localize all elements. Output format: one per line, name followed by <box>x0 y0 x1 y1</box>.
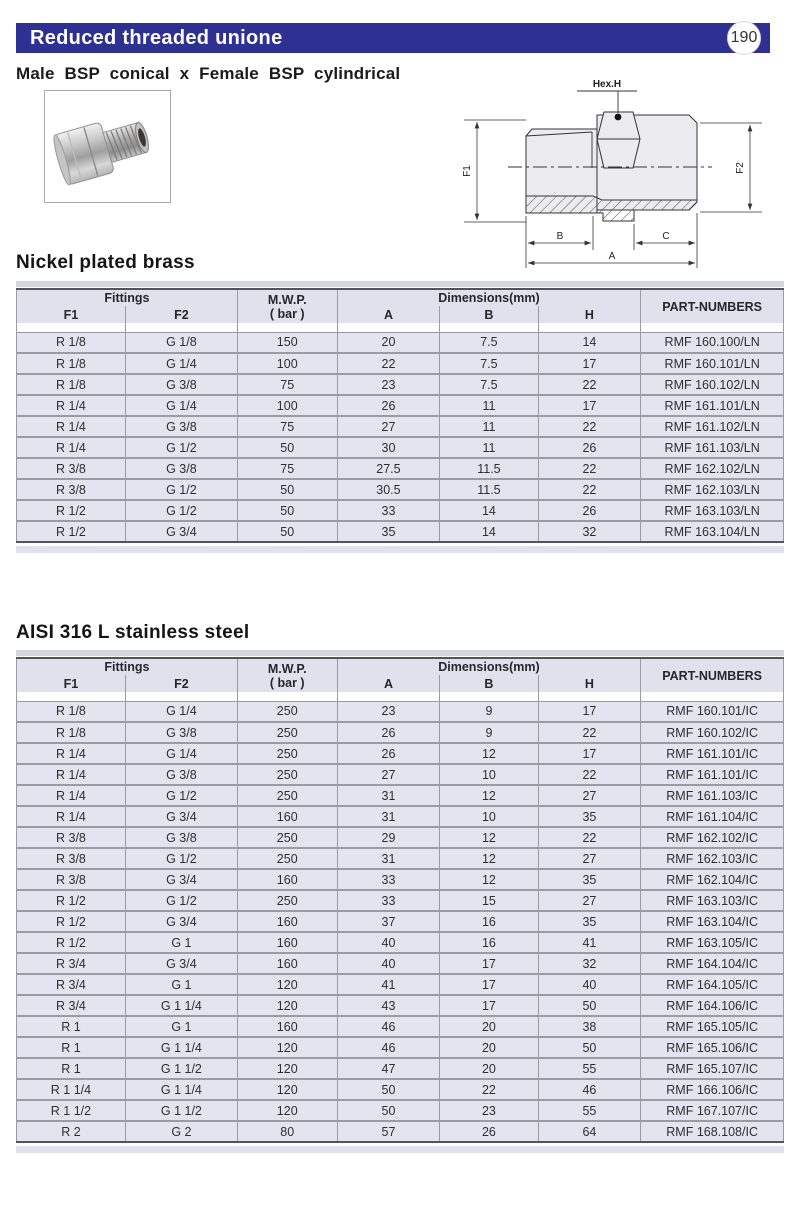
product-subtitle: Male BSP conical x Female BSP cylindrical <box>16 64 401 83</box>
table-cell: 26 <box>440 1121 538 1142</box>
table-cell: 120 <box>237 1079 337 1100</box>
table-row <box>17 437 784 458</box>
table-cell: RMF 162.103/IC <box>641 848 784 869</box>
table-cell: R 3/8 <box>17 869 126 890</box>
table-cell: 40 <box>538 974 641 995</box>
table-cell: 20 <box>440 1058 538 1079</box>
col-header-f1: F1 <box>17 306 126 323</box>
table-cell: 160 <box>237 953 337 974</box>
table-cell: RMF 163.104/LN <box>641 521 784 542</box>
dim-label-c: C <box>662 231 670 242</box>
col-header-h: H <box>538 306 641 323</box>
table-cell: 46 <box>538 1079 641 1100</box>
table-cell: 160 <box>237 1016 337 1037</box>
table-cell: 17 <box>538 395 641 416</box>
table-cell: 20 <box>337 332 440 353</box>
table-cell: 7.5 <box>440 332 538 353</box>
table-cell: R 1/4 <box>17 785 126 806</box>
table-cell: 11 <box>440 416 538 437</box>
table-cell: R 1/2 <box>17 911 126 932</box>
table-cell: R 1 <box>17 1037 126 1058</box>
table-cell: 22 <box>538 458 641 479</box>
table-cell: R 1/4 <box>17 395 126 416</box>
col-header-part-numbers: PART-NUMBERS <box>641 289 784 323</box>
table-cell: 14 <box>440 521 538 542</box>
page-number: 190 <box>730 29 758 46</box>
table-cell: 12 <box>440 869 538 890</box>
col-header-f2: F2 <box>125 675 237 692</box>
table-cell: 250 <box>237 764 337 785</box>
table-cell: 250 <box>237 827 337 848</box>
table-cell: G 1/8 <box>125 332 237 353</box>
table-cell: 75 <box>237 416 337 437</box>
page-number-badge <box>727 21 761 55</box>
table-cell: RMF 163.103/LN <box>641 500 784 521</box>
table-cell: 47 <box>337 1058 440 1079</box>
table-cell: 160 <box>237 911 337 932</box>
table-cell: 17 <box>440 953 538 974</box>
table-cell: G 1 1/2 <box>125 1058 237 1079</box>
table-row <box>17 995 784 1016</box>
table-cell: RMF 161.101/IC <box>641 743 784 764</box>
table-cell: R 3/4 <box>17 995 126 1016</box>
table-cell: 17 <box>440 995 538 1016</box>
col-header-a: A <box>337 306 440 323</box>
table-cell: 27.5 <box>337 458 440 479</box>
table-row <box>17 890 784 911</box>
table-cell: 160 <box>237 932 337 953</box>
product-photo <box>44 90 171 203</box>
table-cell: 50 <box>237 437 337 458</box>
table-cell: 11 <box>440 437 538 458</box>
table-cell: RMF 163.104/IC <box>641 911 784 932</box>
table-cell: G 3/8 <box>125 722 237 743</box>
table-cell: R 1 1/2 <box>17 1100 126 1121</box>
table-row <box>17 1037 784 1058</box>
table-cell: 7.5 <box>440 374 538 395</box>
spacer-row <box>17 692 784 701</box>
table-cell: 250 <box>237 722 337 743</box>
col-header-h: H <box>538 675 641 692</box>
table-cell: G 1/2 <box>125 500 237 521</box>
table-cell: R 1/8 <box>17 332 126 353</box>
table-cell: 38 <box>538 1016 641 1037</box>
table-cell: R 1/4 <box>17 806 126 827</box>
col-header-f1: F1 <box>17 675 126 692</box>
table-row <box>17 1079 784 1100</box>
table-cell: 37 <box>337 911 440 932</box>
table-row <box>17 395 784 416</box>
table-cell: 26 <box>337 722 440 743</box>
table-cell: R 3/8 <box>17 479 126 500</box>
table-cell: 250 <box>237 848 337 869</box>
hex-leader-dot <box>615 114 622 121</box>
table-cell: 41 <box>337 974 440 995</box>
table-cell: 17 <box>538 353 641 374</box>
col-header-dimensions: Dimensions(mm) <box>337 289 641 306</box>
table-cell: 57 <box>337 1121 440 1142</box>
table-cell: 20 <box>440 1016 538 1037</box>
table-cell: 32 <box>538 953 641 974</box>
table-cell: R 1/8 <box>17 701 126 722</box>
dim-label-f1: F1 <box>462 165 473 177</box>
table-cell: R 1/2 <box>17 500 126 521</box>
table-cell: 27 <box>538 848 641 869</box>
table-cell: G 1/4 <box>125 743 237 764</box>
table-cell: 30.5 <box>337 479 440 500</box>
table-row <box>17 953 784 974</box>
table-cell: RMF 160.101/LN <box>641 353 784 374</box>
table-cell: 100 <box>237 353 337 374</box>
section-title-stainless: AISI 316 L stainless steel <box>16 622 250 643</box>
col-header-f2: F2 <box>125 306 237 323</box>
table-cell: 27 <box>538 785 641 806</box>
table-cell: G 1 <box>125 1016 237 1037</box>
table-cell: 22 <box>538 374 641 395</box>
table-cell: 17 <box>538 743 641 764</box>
table-top-strip <box>16 281 784 287</box>
table-cell: 50 <box>237 521 337 542</box>
table-cell: 30 <box>337 437 440 458</box>
table-cell: 16 <box>440 911 538 932</box>
table-cell: 55 <box>538 1058 641 1079</box>
table-cell: 50 <box>337 1079 440 1100</box>
table-cell: 160 <box>237 869 337 890</box>
col-header-dimensions: Dimensions(mm) <box>337 658 641 675</box>
table-cell: RMF 167.107/IC <box>641 1100 784 1121</box>
table-cell: R 3/8 <box>17 827 126 848</box>
table-cell: G 1/4 <box>125 353 237 374</box>
table-cell: RMF 161.102/LN <box>641 416 784 437</box>
table-row <box>17 374 784 395</box>
technical-drawing <box>450 72 800 268</box>
table-bottom-strip <box>16 1146 784 1153</box>
table-cell: R 3/4 <box>17 974 126 995</box>
table-cell: 35 <box>538 911 641 932</box>
table-row <box>17 848 784 869</box>
table-cell: 23 <box>337 701 440 722</box>
table-cell: R 1/2 <box>17 890 126 911</box>
table-cell: 31 <box>337 848 440 869</box>
table-cell: RMF 164.106/IC <box>641 995 784 1016</box>
table-cell: R 1/8 <box>17 374 126 395</box>
table-cell: 27 <box>538 890 641 911</box>
table-cell: RMF 163.103/IC <box>641 890 784 911</box>
table-cell: 64 <box>538 1121 641 1142</box>
table-cell: R 1/8 <box>17 722 126 743</box>
table-row <box>17 1058 784 1079</box>
section-title-nickel: Nickel plated brass <box>16 252 195 273</box>
table-cell: G 1 <box>125 932 237 953</box>
page-title: Reduced threaded unione <box>30 26 283 49</box>
table-cell: 12 <box>440 848 538 869</box>
table-cell: G 1 1/2 <box>125 1100 237 1121</box>
table-cell: G 1 1/4 <box>125 1079 237 1100</box>
table-cell: G 1/2 <box>125 890 237 911</box>
section-hatch <box>526 196 697 221</box>
table-cell: 22 <box>538 827 641 848</box>
table-cell: RMF 164.105/IC <box>641 974 784 995</box>
table-cell: R 1/4 <box>17 416 126 437</box>
table-cell: 43 <box>337 995 440 1016</box>
col-header-b: B <box>440 675 538 692</box>
dim-label-hex: Hex.H <box>592 79 622 90</box>
table-cell: 12 <box>440 785 538 806</box>
col-header-fittings: Fittings <box>17 658 238 675</box>
table-cell: 16 <box>440 932 538 953</box>
table-cell: 10 <box>440 806 538 827</box>
table-cell: 32 <box>538 521 641 542</box>
table-cell: 9 <box>440 701 538 722</box>
table-cell: 31 <box>337 785 440 806</box>
table-cell: G 3/8 <box>125 827 237 848</box>
table-cell: 22 <box>538 479 641 500</box>
table-row <box>17 458 784 479</box>
table-cell: RMF 161.101/IC <box>641 764 784 785</box>
table-cell: 80 <box>237 1121 337 1142</box>
table-cell: R 1 <box>17 1016 126 1037</box>
table-cell: RMF 165.106/IC <box>641 1037 784 1058</box>
table-row <box>17 722 784 743</box>
table-row <box>17 1016 784 1037</box>
table-cell: G 3/4 <box>125 869 237 890</box>
table-cell: 75 <box>237 374 337 395</box>
table-row <box>17 869 784 890</box>
col-header-b: B <box>440 306 538 323</box>
table-cell: 33 <box>337 500 440 521</box>
table-cell: 23 <box>337 374 440 395</box>
table-cell: RMF 164.104/IC <box>641 953 784 974</box>
table-cell: RMF 160.100/LN <box>641 332 784 353</box>
table-row <box>17 500 784 521</box>
table-cell: 20 <box>440 1037 538 1058</box>
dim-label-a: A <box>608 251 616 262</box>
table-cell: R 1/2 <box>17 932 126 953</box>
table-cell: 10 <box>440 764 538 785</box>
table-cell: G 1/2 <box>125 479 237 500</box>
table-cell: 50 <box>538 1037 641 1058</box>
table-cell: 46 <box>337 1037 440 1058</box>
table-row <box>17 1121 784 1142</box>
table-cell: G 3/8 <box>125 458 237 479</box>
table-cell: 17 <box>440 974 538 995</box>
table-cell: RMF 162.102/IC <box>641 827 784 848</box>
table-cell: 50 <box>237 479 337 500</box>
table-cell: 40 <box>337 953 440 974</box>
table-cell: 46 <box>337 1016 440 1037</box>
table-cell: R 1/2 <box>17 521 126 542</box>
table-row <box>17 974 784 995</box>
table-top-strip <box>16 650 784 656</box>
table-cell: 29 <box>337 827 440 848</box>
table-cell: RMF 162.103/LN <box>641 479 784 500</box>
table-cell: 35 <box>538 869 641 890</box>
table-cell: G 1/2 <box>125 848 237 869</box>
table-row <box>17 911 784 932</box>
table-row <box>17 701 784 722</box>
table-cell: 75 <box>237 458 337 479</box>
table-cell: R 1/8 <box>17 353 126 374</box>
table-cell: RMF 161.104/IC <box>641 806 784 827</box>
table-cell: RMF 165.105/IC <box>641 1016 784 1037</box>
table-cell: 55 <box>538 1100 641 1121</box>
table-cell: 120 <box>237 995 337 1016</box>
table-cell: RMF 161.103/IC <box>641 785 784 806</box>
table-cell: 11.5 <box>440 458 538 479</box>
spacer-row <box>17 323 784 332</box>
table-cell: G 1/4 <box>125 701 237 722</box>
header-bar <box>16 23 770 53</box>
table-cell: RMF 160.102/LN <box>641 374 784 395</box>
table-cell: 22 <box>538 416 641 437</box>
table-cell: 35 <box>337 521 440 542</box>
table-cell: 27 <box>337 764 440 785</box>
table-cell: 250 <box>237 890 337 911</box>
table-cell: G 1/2 <box>125 437 237 458</box>
table-stainless-steel <box>16 650 784 1153</box>
col-header-mwp: M.W.P. ( bar ) <box>237 658 337 692</box>
table-cell: G 3/4 <box>125 911 237 932</box>
table-cell: R 1/4 <box>17 764 126 785</box>
table-cell: 26 <box>538 500 641 521</box>
table-cell: 120 <box>237 1100 337 1121</box>
table-cell: 50 <box>337 1100 440 1121</box>
col-header-part-numbers: PART-NUMBERS <box>641 658 784 692</box>
table-cell: G 1 1/4 <box>125 995 237 1016</box>
table-cell: G 3/8 <box>125 374 237 395</box>
table-cell: R 3/4 <box>17 953 126 974</box>
table-cell: R 2 <box>17 1121 126 1142</box>
table-row <box>17 932 784 953</box>
table-row <box>17 353 784 374</box>
table-row <box>17 332 784 353</box>
table-cell: 12 <box>440 827 538 848</box>
table-row <box>17 827 784 848</box>
table-cell: G 1 <box>125 974 237 995</box>
table-cell: 22 <box>538 722 641 743</box>
table-row <box>17 521 784 542</box>
table-cell: G 3/4 <box>125 521 237 542</box>
table-cell: 33 <box>337 890 440 911</box>
table-cell: 22 <box>538 764 641 785</box>
table-cell: RMF 168.108/IC <box>641 1121 784 1142</box>
table-cell: 40 <box>337 932 440 953</box>
table-cell: G 1 1/4 <box>125 1037 237 1058</box>
table-cell: G 3/8 <box>125 764 237 785</box>
table-cell: RMF 161.101/LN <box>641 395 784 416</box>
table-cell: R 1/4 <box>17 437 126 458</box>
table-cell: R 1 1/4 <box>17 1079 126 1100</box>
table-cell: 11.5 <box>440 479 538 500</box>
table-row <box>17 743 784 764</box>
table-cell: 26 <box>337 395 440 416</box>
table-cell: G 3/8 <box>125 416 237 437</box>
table-row <box>17 806 784 827</box>
table-cell: 12 <box>440 743 538 764</box>
table-cell: 50 <box>538 995 641 1016</box>
table-cell: G 1/2 <box>125 785 237 806</box>
table-row <box>17 785 784 806</box>
table-cell: 160 <box>237 806 337 827</box>
table-cell: 120 <box>237 1058 337 1079</box>
table-cell: 41 <box>538 932 641 953</box>
table-cell: 15 <box>440 890 538 911</box>
table-cell: R 1 <box>17 1058 126 1079</box>
table-cell: 26 <box>337 743 440 764</box>
table-cell: 26 <box>538 437 641 458</box>
fitting-photo-graphic <box>45 91 170 202</box>
table-cell: 250 <box>237 785 337 806</box>
table-cell: 120 <box>237 1037 337 1058</box>
dim-label-f2: F2 <box>735 162 746 174</box>
table-cell: 35 <box>538 806 641 827</box>
table-cell: RMF 166.106/IC <box>641 1079 784 1100</box>
table-cell: 14 <box>538 332 641 353</box>
table-nickel-brass <box>16 281 784 553</box>
table-cell: 11 <box>440 395 538 416</box>
table-cell: 17 <box>538 701 641 722</box>
table-cell: RMF 165.107/IC <box>641 1058 784 1079</box>
table-cell: G 1/4 <box>125 395 237 416</box>
table-row <box>17 479 784 500</box>
table-cell: 250 <box>237 743 337 764</box>
table-cell: RMF 160.101/IC <box>641 701 784 722</box>
table-cell: 23 <box>440 1100 538 1121</box>
table-cell: 100 <box>237 395 337 416</box>
table-row <box>17 416 784 437</box>
table-cell: 150 <box>237 332 337 353</box>
table-cell: G 3/4 <box>125 806 237 827</box>
dim-label-b: B <box>556 231 564 242</box>
table-cell: 9 <box>440 722 538 743</box>
table-cell: 27 <box>337 416 440 437</box>
table-cell: R 3/8 <box>17 458 126 479</box>
table-bottom-strip <box>16 546 784 553</box>
table-row <box>17 1100 784 1121</box>
col-header-fittings: Fittings <box>17 289 238 306</box>
table-cell: 22 <box>337 353 440 374</box>
table-cell: 14 <box>440 500 538 521</box>
table-cell: G 3/4 <box>125 953 237 974</box>
table-cell: R 3/8 <box>17 848 126 869</box>
table-cell: 7.5 <box>440 353 538 374</box>
table-cell: RMF 162.104/IC <box>641 869 784 890</box>
table-cell: RMF 160.102/IC <box>641 722 784 743</box>
col-header-mwp: M.W.P. ( bar ) <box>237 289 337 323</box>
col-header-a: A <box>337 675 440 692</box>
table-row <box>17 764 784 785</box>
table-cell: G 2 <box>125 1121 237 1142</box>
table-cell: RMF 163.105/IC <box>641 932 784 953</box>
table-cell: R 1/4 <box>17 743 126 764</box>
table-cell: 120 <box>237 974 337 995</box>
table-cell: 50 <box>237 500 337 521</box>
table-cell: 250 <box>237 701 337 722</box>
table-cell: 31 <box>337 806 440 827</box>
table-cell: RMF 162.102/LN <box>641 458 784 479</box>
table-cell: 22 <box>440 1079 538 1100</box>
table-cell: 33 <box>337 869 440 890</box>
table-cell: RMF 161.103/LN <box>641 437 784 458</box>
